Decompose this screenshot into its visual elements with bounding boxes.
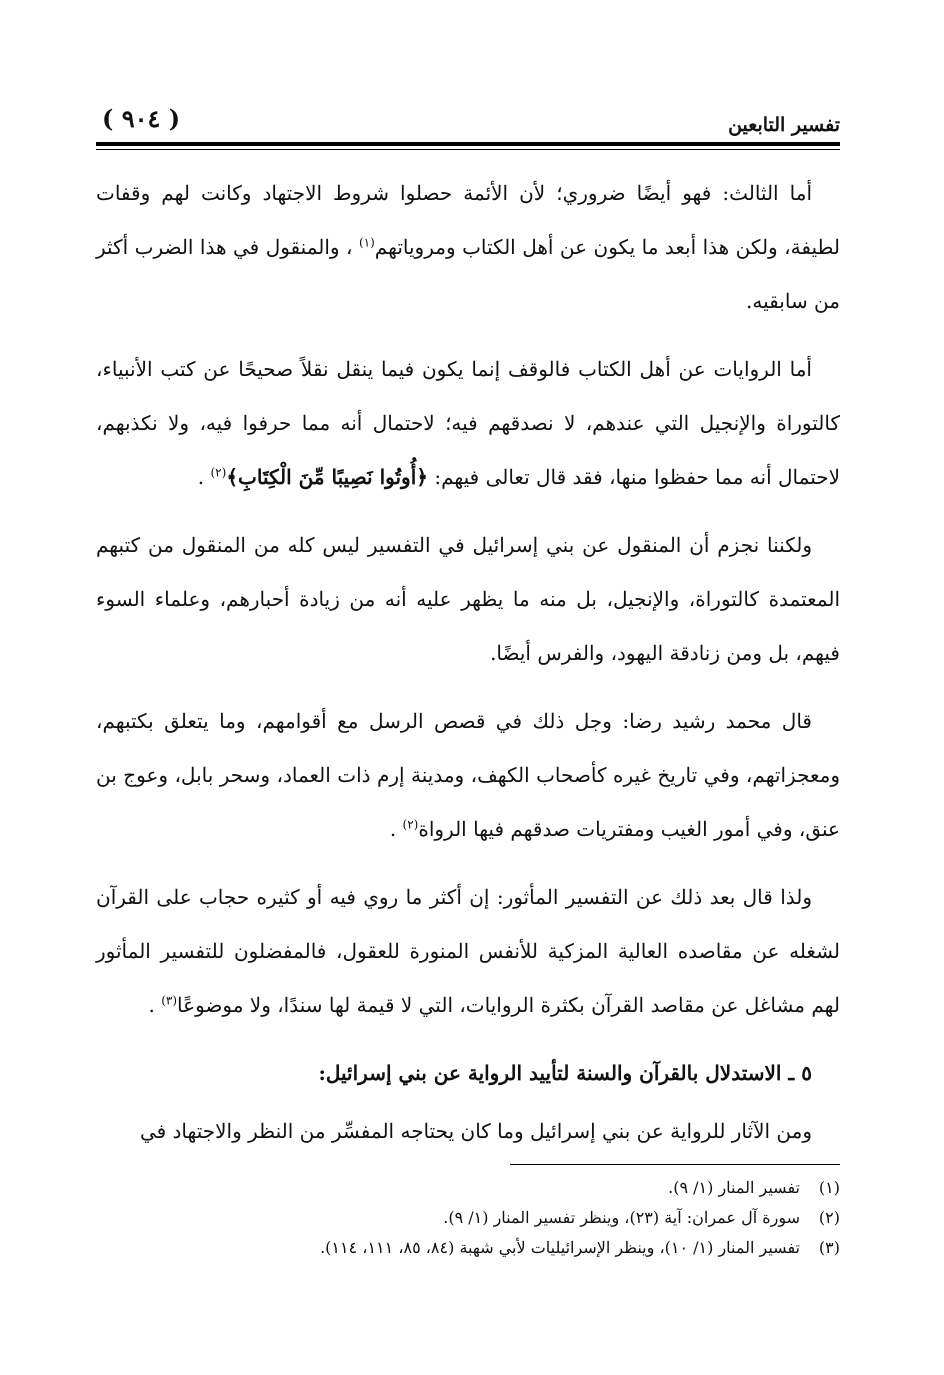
paragraph-text: ولذا قال بعد ذلك عن التفسير المأثور: إن أكثر ما روي فيه أو كثيره حجاب على القرآن لشغله عن مقاصده العالية المزكية للأنفس المنورة للعقول، فالمفضلون للتفسير المأثور لهم مشاغل عن مقاصد القرآن بكثرة الروايات، التي لا قيمة لها سندًا، ولا موضوعًا <box>96 885 840 1017</box>
page-header <box>96 90 840 148</box>
paragraph-text: ، والمنقول في هذا الضرب أكثر من سابقيه. <box>96 235 840 313</box>
footnote-ref: (٢) <box>210 465 227 480</box>
paragraph-text: ولكننا نجزم أن المنقول عن بني إسرائيل في التفسير ليس كله من المنقول من كتبهم المعتمدة كالتوراة، والإنجيل، بل منه ما يظهر عليه أنه من زيادة أحبارهم، وعلماء السوء فيهم، بل ومن زنادقة اليهود، والفرس أيضًا. <box>96 533 840 665</box>
book-page <box>96 90 840 1290</box>
footnote-text: تفسير المنار (١/ ٩). <box>668 1178 800 1197</box>
paragraph-text: . <box>197 465 205 489</box>
footnote-item <box>96 1203 840 1233</box>
paragraph-text: ومن الآثار للرواية عن بني إسرائيل وما كان يحتاجه المفسِّر من النظر والاجتهاد في <box>139 1119 812 1143</box>
paragraph-3 <box>96 518 840 680</box>
footnote-text: تفسير المنار (١/ ١٠)، وينظر الإسرائيليات لأبي شهبة (٨٤، ٨٥، ١١١، ١١٤). <box>320 1238 800 1257</box>
footnote-separator <box>510 1164 840 1165</box>
paragraph-text: قال محمد رشيد رضا: وجل ذلك في قصص الرسل مع أقوامهم، وما يتعلق بكتبهم، ومعجزاتهم، وفي تاريخ غيره كأصحاب الكهف، ومدينة إرم ذات العماد، وسحر بابل، وعوج بن عنق، وفي أمور الغيب ومفتريات صدقهم فيها الرواة <box>96 709 841 841</box>
paragraph-4 <box>96 694 840 856</box>
paragraph-text: . <box>148 993 155 1017</box>
footnote-number: (٣) <box>818 1238 840 1257</box>
paragraph-6 <box>96 1104 840 1158</box>
header-rule-thin <box>96 149 840 150</box>
footnote-ref: (٢) <box>402 817 419 832</box>
paragraph-2 <box>96 342 840 504</box>
section-heading: ٥ ـ الاستدلال بالقرآن والسنة لتأييد الرواية عن بني إسرائيل: <box>318 1061 812 1085</box>
paragraph-text: . <box>389 817 397 841</box>
paragraph-text: أما الثالث: فهو أيضًا ضروري؛ لأن الأئمة حصلوا شروط الاجتهاد وكانت لهم وقفات لطيفة، ولكن هذا أبعد ما يكون عن أهل الكتاب ومروياتهم <box>96 181 841 259</box>
page-number: ( ٩٠٤ ) <box>102 104 181 133</box>
page-body <box>96 148 840 1263</box>
paragraph-1 <box>96 166 840 328</box>
quran-brace-close: ﴾ <box>226 465 239 489</box>
footnote-number: (١) <box>818 1178 840 1197</box>
paragraph-text: أما الروايات عن أهل الكتاب فالوقف إنما يكون فيما ينقل نقلاً صحيحًا عن كتب الأنبياء، كالتوراة والإنجيل التي عندهم، لا نصدقهم فيه؛ لاحتمال أنه مما حرفوا فيه، ولا نكذبهم، لاحتمال أنه مما حفظوا منها، فقد قال تعالى فيهم: <box>96 357 840 489</box>
paragraph-5 <box>96 870 840 1032</box>
footnote-ref: (١) <box>358 235 375 250</box>
quran-verse: أُوتُوا نَصِيبًا مِّنَ الْكِتَابِ <box>238 465 417 489</box>
footnote-number: (٢) <box>818 1208 840 1227</box>
header-rule-thick <box>96 142 840 146</box>
running-title: تفسير التابعين <box>728 114 840 136</box>
footnote-ref: (٣) <box>161 993 178 1008</box>
quran-brace-open: ﴿ <box>416 465 428 489</box>
footnotes <box>96 1173 840 1263</box>
footnote-text: سورة آل عمران: آية (٢٣)، وينظر تفسير المنار (١/ ٩). <box>443 1208 800 1227</box>
footnote-item <box>96 1233 840 1263</box>
footnote-item <box>96 1173 840 1203</box>
